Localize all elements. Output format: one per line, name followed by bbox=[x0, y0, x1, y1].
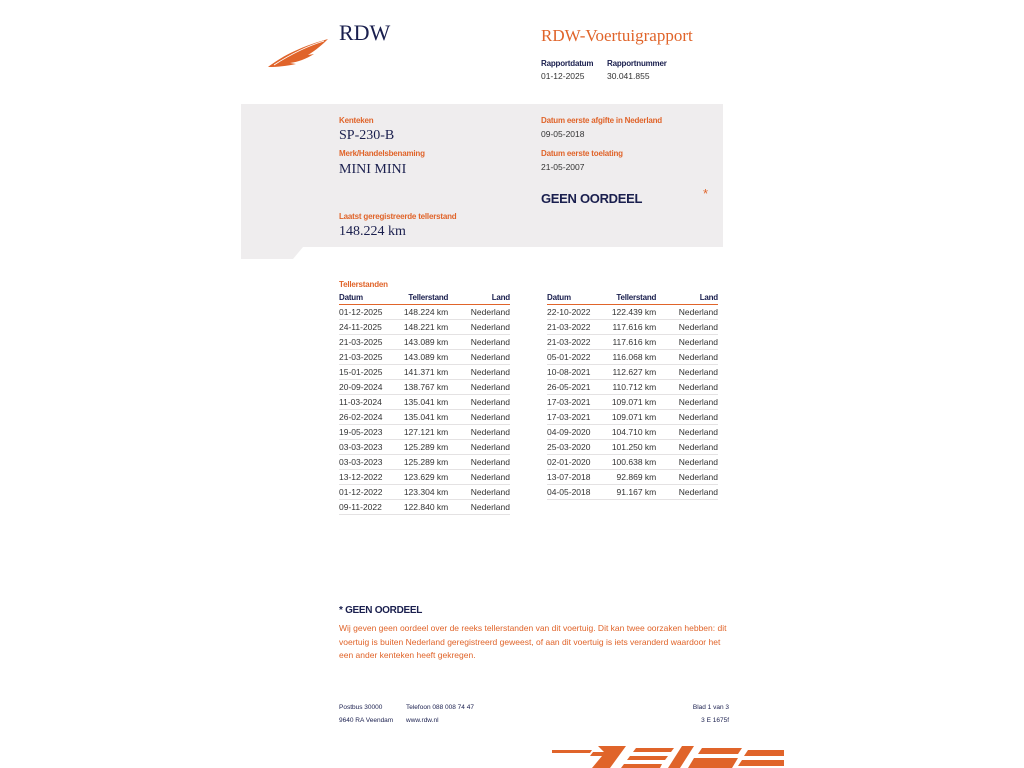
cell-reading: 127.121 km bbox=[394, 425, 459, 440]
cell-date: 09-11-2022 bbox=[339, 500, 394, 515]
cell-date: 24-11-2025 bbox=[339, 320, 394, 335]
cell-date: 13-07-2018 bbox=[547, 470, 602, 485]
table-row bbox=[339, 410, 510, 425]
cell-date: 04-09-2020 bbox=[547, 425, 602, 440]
cell-country: Nederland bbox=[458, 380, 510, 395]
cell-reading: 104.710 km bbox=[602, 425, 667, 440]
cell-reading: 141.371 km bbox=[394, 365, 459, 380]
cell-country: Nederland bbox=[458, 335, 510, 350]
footer-page-number: Blad 1 van 3 bbox=[692, 704, 729, 711]
cell-date: 26-05-2021 bbox=[547, 380, 602, 395]
cell-country: Nederland bbox=[666, 305, 718, 320]
cell-country: Nederland bbox=[458, 365, 510, 380]
cell-reading: 135.041 km bbox=[394, 410, 459, 425]
first-admission-label: Datum eerste toelating bbox=[541, 149, 623, 158]
cell-country: Nederland bbox=[458, 470, 510, 485]
table-row bbox=[547, 425, 718, 440]
column-header-date: Datum bbox=[547, 291, 602, 305]
first-registration-nl-value: 09-05-2018 bbox=[541, 129, 585, 139]
footer-address-line2: 9640 RA Veendam bbox=[339, 717, 394, 724]
cell-country: Nederland bbox=[666, 350, 718, 365]
column-header-country: Land bbox=[458, 291, 510, 305]
cell-reading: 91.167 km bbox=[602, 485, 667, 500]
cell-country: Nederland bbox=[458, 455, 510, 470]
cell-country: Nederland bbox=[666, 365, 718, 380]
cell-date: 25-03-2020 bbox=[547, 440, 602, 455]
cell-date: 21-03-2022 bbox=[547, 335, 602, 350]
footer-website: www.rdw.nl bbox=[406, 717, 439, 724]
table-row bbox=[547, 380, 718, 395]
cell-date: 21-03-2025 bbox=[339, 335, 394, 350]
odometer-table-right bbox=[547, 291, 718, 500]
cell-date: 05-01-2022 bbox=[547, 350, 602, 365]
table-row bbox=[547, 350, 718, 365]
cell-country: Nederland bbox=[458, 320, 510, 335]
table-header-row bbox=[339, 291, 510, 305]
cell-date: 01-12-2025 bbox=[339, 305, 394, 320]
table-row bbox=[339, 455, 510, 470]
panel-notch-decoration bbox=[241, 247, 303, 259]
cell-reading: 143.089 km bbox=[394, 335, 459, 350]
table-row bbox=[547, 470, 718, 485]
verdict-status: GEEN OORDEEL bbox=[541, 191, 643, 206]
table-row bbox=[339, 395, 510, 410]
cell-country: Nederland bbox=[666, 470, 718, 485]
table-row bbox=[339, 320, 510, 335]
odometer-section-title: Tellerstanden bbox=[339, 280, 388, 289]
cell-country: Nederland bbox=[458, 410, 510, 425]
footnote-text: Wij geven geen oordeel over de reeks tellerstanden van dit voertuig. Dit kan twee oorzaken hebben: dit voertuig is buiten Nederland geregistreerd geweest, of aan dit voertuig is iets veranderd waardoor het een ander kenteken heeft gekregen. bbox=[339, 623, 727, 660]
cell-country: Nederland bbox=[666, 455, 718, 470]
table-row bbox=[547, 335, 718, 350]
cell-country: Nederland bbox=[666, 335, 718, 350]
cell-reading: 92.869 km bbox=[602, 470, 667, 485]
table-row bbox=[339, 425, 510, 440]
cell-date: 02-01-2020 bbox=[547, 455, 602, 470]
report-number-value: 30.041.855 bbox=[607, 71, 650, 81]
cell-reading: 122.439 km bbox=[602, 305, 667, 320]
table-row bbox=[339, 350, 510, 365]
verdict-footnote-marker: * bbox=[703, 186, 709, 201]
cell-country: Nederland bbox=[666, 320, 718, 335]
table-row bbox=[547, 395, 718, 410]
cell-reading: 116.068 km bbox=[602, 350, 667, 365]
footer-document-code: 3 E 1675f bbox=[701, 717, 729, 724]
column-header-date: Datum bbox=[339, 291, 394, 305]
table-row bbox=[547, 410, 718, 425]
cell-reading: 123.304 km bbox=[394, 485, 459, 500]
cell-reading: 125.289 km bbox=[394, 455, 459, 470]
table-row bbox=[547, 320, 718, 335]
column-header-reading: Tellerstand bbox=[394, 291, 459, 305]
cell-date: 04-05-2018 bbox=[547, 485, 602, 500]
footer-phone: Telefoon 088 008 74 47 bbox=[406, 704, 474, 711]
plate-value: SP-230-B bbox=[339, 128, 395, 143]
table-row bbox=[339, 335, 510, 350]
cell-date: 17-03-2021 bbox=[547, 395, 602, 410]
vehicle-summary-panel bbox=[241, 104, 723, 247]
cell-reading: 148.224 km bbox=[394, 305, 459, 320]
table-row bbox=[547, 440, 718, 455]
cell-reading: 109.071 km bbox=[602, 410, 667, 425]
cell-date: 21-03-2025 bbox=[339, 350, 394, 365]
cell-reading: 112.627 km bbox=[602, 365, 667, 380]
cell-country: Nederland bbox=[458, 425, 510, 440]
cell-date: 03-03-2023 bbox=[339, 440, 394, 455]
cell-country: Nederland bbox=[458, 395, 510, 410]
cell-reading: 110.712 km bbox=[602, 380, 667, 395]
column-header-country: Land bbox=[666, 291, 718, 305]
cell-reading: 135.041 km bbox=[394, 395, 459, 410]
table-row bbox=[339, 485, 510, 500]
cell-reading: 122.840 km bbox=[394, 500, 459, 515]
cell-country: Nederland bbox=[458, 500, 510, 515]
table-row bbox=[547, 365, 718, 380]
table-row bbox=[547, 305, 718, 320]
table-row bbox=[339, 380, 510, 395]
table-row bbox=[339, 305, 510, 320]
cell-country: Nederland bbox=[458, 485, 510, 500]
cell-reading: 143.089 km bbox=[394, 350, 459, 365]
cell-reading: 148.221 km bbox=[394, 320, 459, 335]
table-row bbox=[339, 365, 510, 380]
footer-address-line1: Postbus 30000 bbox=[339, 704, 383, 711]
cell-country: Nederland bbox=[666, 425, 718, 440]
cell-date: 11-03-2024 bbox=[339, 395, 394, 410]
report-date-label: Rapportdatum bbox=[541, 59, 594, 68]
cell-date: 22-10-2022 bbox=[547, 305, 602, 320]
last-odometer-label: Laatst geregistreerde tellerstand bbox=[339, 212, 457, 221]
cell-date: 19-05-2023 bbox=[339, 425, 394, 440]
table-row bbox=[339, 500, 510, 515]
cell-country: Nederland bbox=[666, 410, 718, 425]
cell-reading: 125.289 km bbox=[394, 440, 459, 455]
odometer-table-left bbox=[339, 291, 510, 515]
cell-country: Nederland bbox=[666, 440, 718, 455]
cell-date: 20-09-2024 bbox=[339, 380, 394, 395]
report-title: RDW-Voertuigrapport bbox=[541, 26, 693, 45]
cell-date: 10-08-2021 bbox=[547, 365, 602, 380]
cell-country: Nederland bbox=[458, 350, 510, 365]
cell-date: 26-02-2024 bbox=[339, 410, 394, 425]
cell-country: Nederland bbox=[666, 395, 718, 410]
cell-reading: 101.250 km bbox=[602, 440, 667, 455]
cell-date: 15-01-2025 bbox=[339, 365, 394, 380]
cell-reading: 117.616 km bbox=[602, 320, 667, 335]
cell-reading: 123.629 km bbox=[394, 470, 459, 485]
rdw-feather-logo-icon bbox=[266, 36, 330, 68]
table-row bbox=[547, 485, 718, 500]
cell-date: 13-12-2022 bbox=[339, 470, 394, 485]
cell-date: 17-03-2021 bbox=[547, 410, 602, 425]
cell-country: Nederland bbox=[666, 380, 718, 395]
first-admission-value: 21-05-2007 bbox=[541, 162, 585, 172]
table-row bbox=[547, 455, 718, 470]
table-row bbox=[339, 470, 510, 485]
cell-country: Nederland bbox=[458, 305, 510, 320]
footnote-title: * GEEN OORDEEL bbox=[339, 605, 423, 616]
cell-reading: 109.071 km bbox=[602, 395, 667, 410]
brand-name: RDW bbox=[339, 20, 391, 45]
cell-reading: 100.638 km bbox=[602, 455, 667, 470]
report-date-value: 01-12-2025 bbox=[541, 71, 585, 81]
cell-country: Nederland bbox=[458, 440, 510, 455]
first-registration-nl-label: Datum eerste afgifte in Nederland bbox=[541, 116, 662, 125]
cell-country: Nederland bbox=[666, 485, 718, 500]
column-header-reading: Tellerstand bbox=[602, 291, 667, 305]
orange-stripes-graphic bbox=[552, 746, 784, 768]
cell-date: 01-12-2022 bbox=[339, 485, 394, 500]
cell-reading: 117.616 km bbox=[602, 335, 667, 350]
cell-date: 03-03-2023 bbox=[339, 455, 394, 470]
cell-date: 21-03-2022 bbox=[547, 320, 602, 335]
table-row bbox=[339, 440, 510, 455]
table-header-row bbox=[547, 291, 718, 305]
report-number-label: Rapportnummer bbox=[607, 59, 667, 68]
make-value: MINI MINI bbox=[339, 162, 407, 177]
make-label: Merk/Handelsbenaming bbox=[339, 149, 425, 158]
cell-reading: 138.767 km bbox=[394, 380, 459, 395]
last-odometer-value: 148.224 km bbox=[339, 224, 406, 239]
plate-label: Kenteken bbox=[339, 116, 374, 125]
